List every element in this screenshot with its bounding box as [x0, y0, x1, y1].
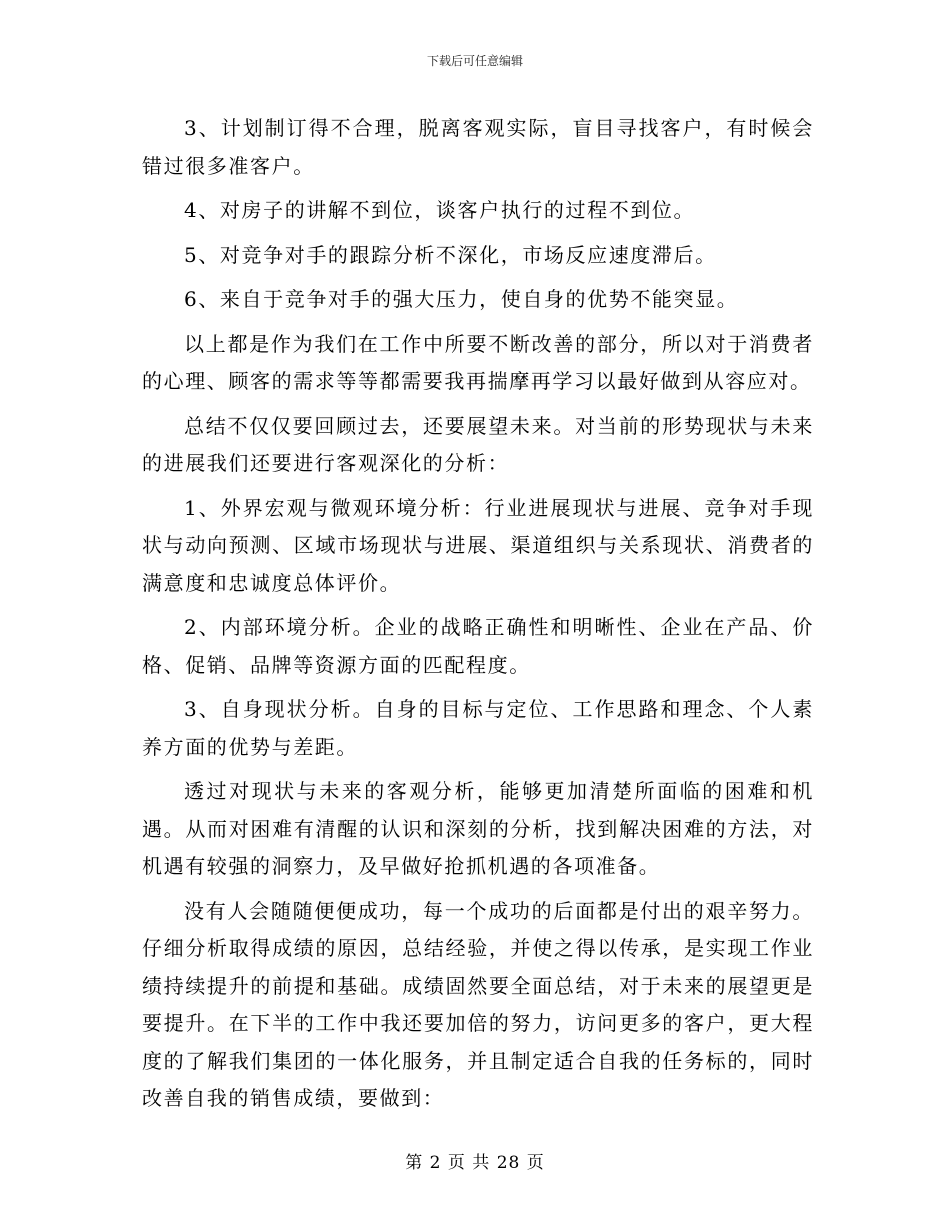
paragraph: 4、对房子的讲解不到位，谈客户执行的过程不到位。 — [184, 198, 696, 222]
paragraph: 总结不仅仅要回顾过去，还要展望未来。对当前的形势现状与未来的进展我们还要进行客观深化的分析： — [142, 413, 814, 475]
paragraph: 2、内部环境分析。企业的战略正确性和明晰性、企业在产品、价格、促销、品牌等资源方面的匹配程度。 — [142, 615, 814, 677]
paragraph: 5、对竞争对手的跟踪分析不深化，市场反应速度滞后。 — [184, 242, 717, 267]
paragraph: 没有人会随随便便成功，每一个成功的后面都是付出的艰辛努力。仔细分析取得成绩的原因，总结经验，并使之得以传承，是实现工作业绩持续提升的前提和基础。成绩固然要全面总结，对于未来的展望更是要提升。在下半的工作中我还要加倍的努力，访问更多的客户，更大程度的了解我们集团的一体化服务，并且制定适合自我的任务标的，同时改善自我的销售成绩，要做到： — [142, 898, 814, 1110]
paragraph: 以上都是作为我们在工作中所要不断改善的部分，所以对于消费者的心理、顾客的需求等等都需要我再揣摩再学习以最好做到从容应对。 — [142, 331, 814, 393]
page-footer — [0, 1152, 950, 1174]
header-note: 下载后可任意编辑 — [426, 54, 523, 68]
page-number-label: 第 2 页 共 28 页 — [405, 1153, 545, 1173]
paragraph: 6、来自于竞争对手的强大压力，使自身的优势不能突显。 — [184, 287, 739, 311]
paragraph: 透过对现状与未来的客观分析，能够更加清楚所面临的困难和机遇。从而对困难有清醒的认识和深刻的分析，找到解决困难的方法，对机遇有较强的洞察力，及早做好抢抓机遇的各项准备。 — [142, 779, 814, 878]
paragraph: 1、外界宏观与微观环境分析：行业进展现状与进展、竞争对手现状与动向预测、区域市场现状与进展、渠道组织与关系现状、消费者的满意度和忠诚度总体评价。 — [142, 495, 814, 595]
body-text — [142, 110, 814, 1125]
paragraph: 3、自身现状分析。自身的目标与定位、工作思路和理念、个人素养方面的优势与差距。 — [142, 697, 814, 759]
paragraph: 3、计划制订得不合理，脱离客观实际，盲目寻找客户，有时候会错过很多准客户。 — [142, 116, 814, 178]
